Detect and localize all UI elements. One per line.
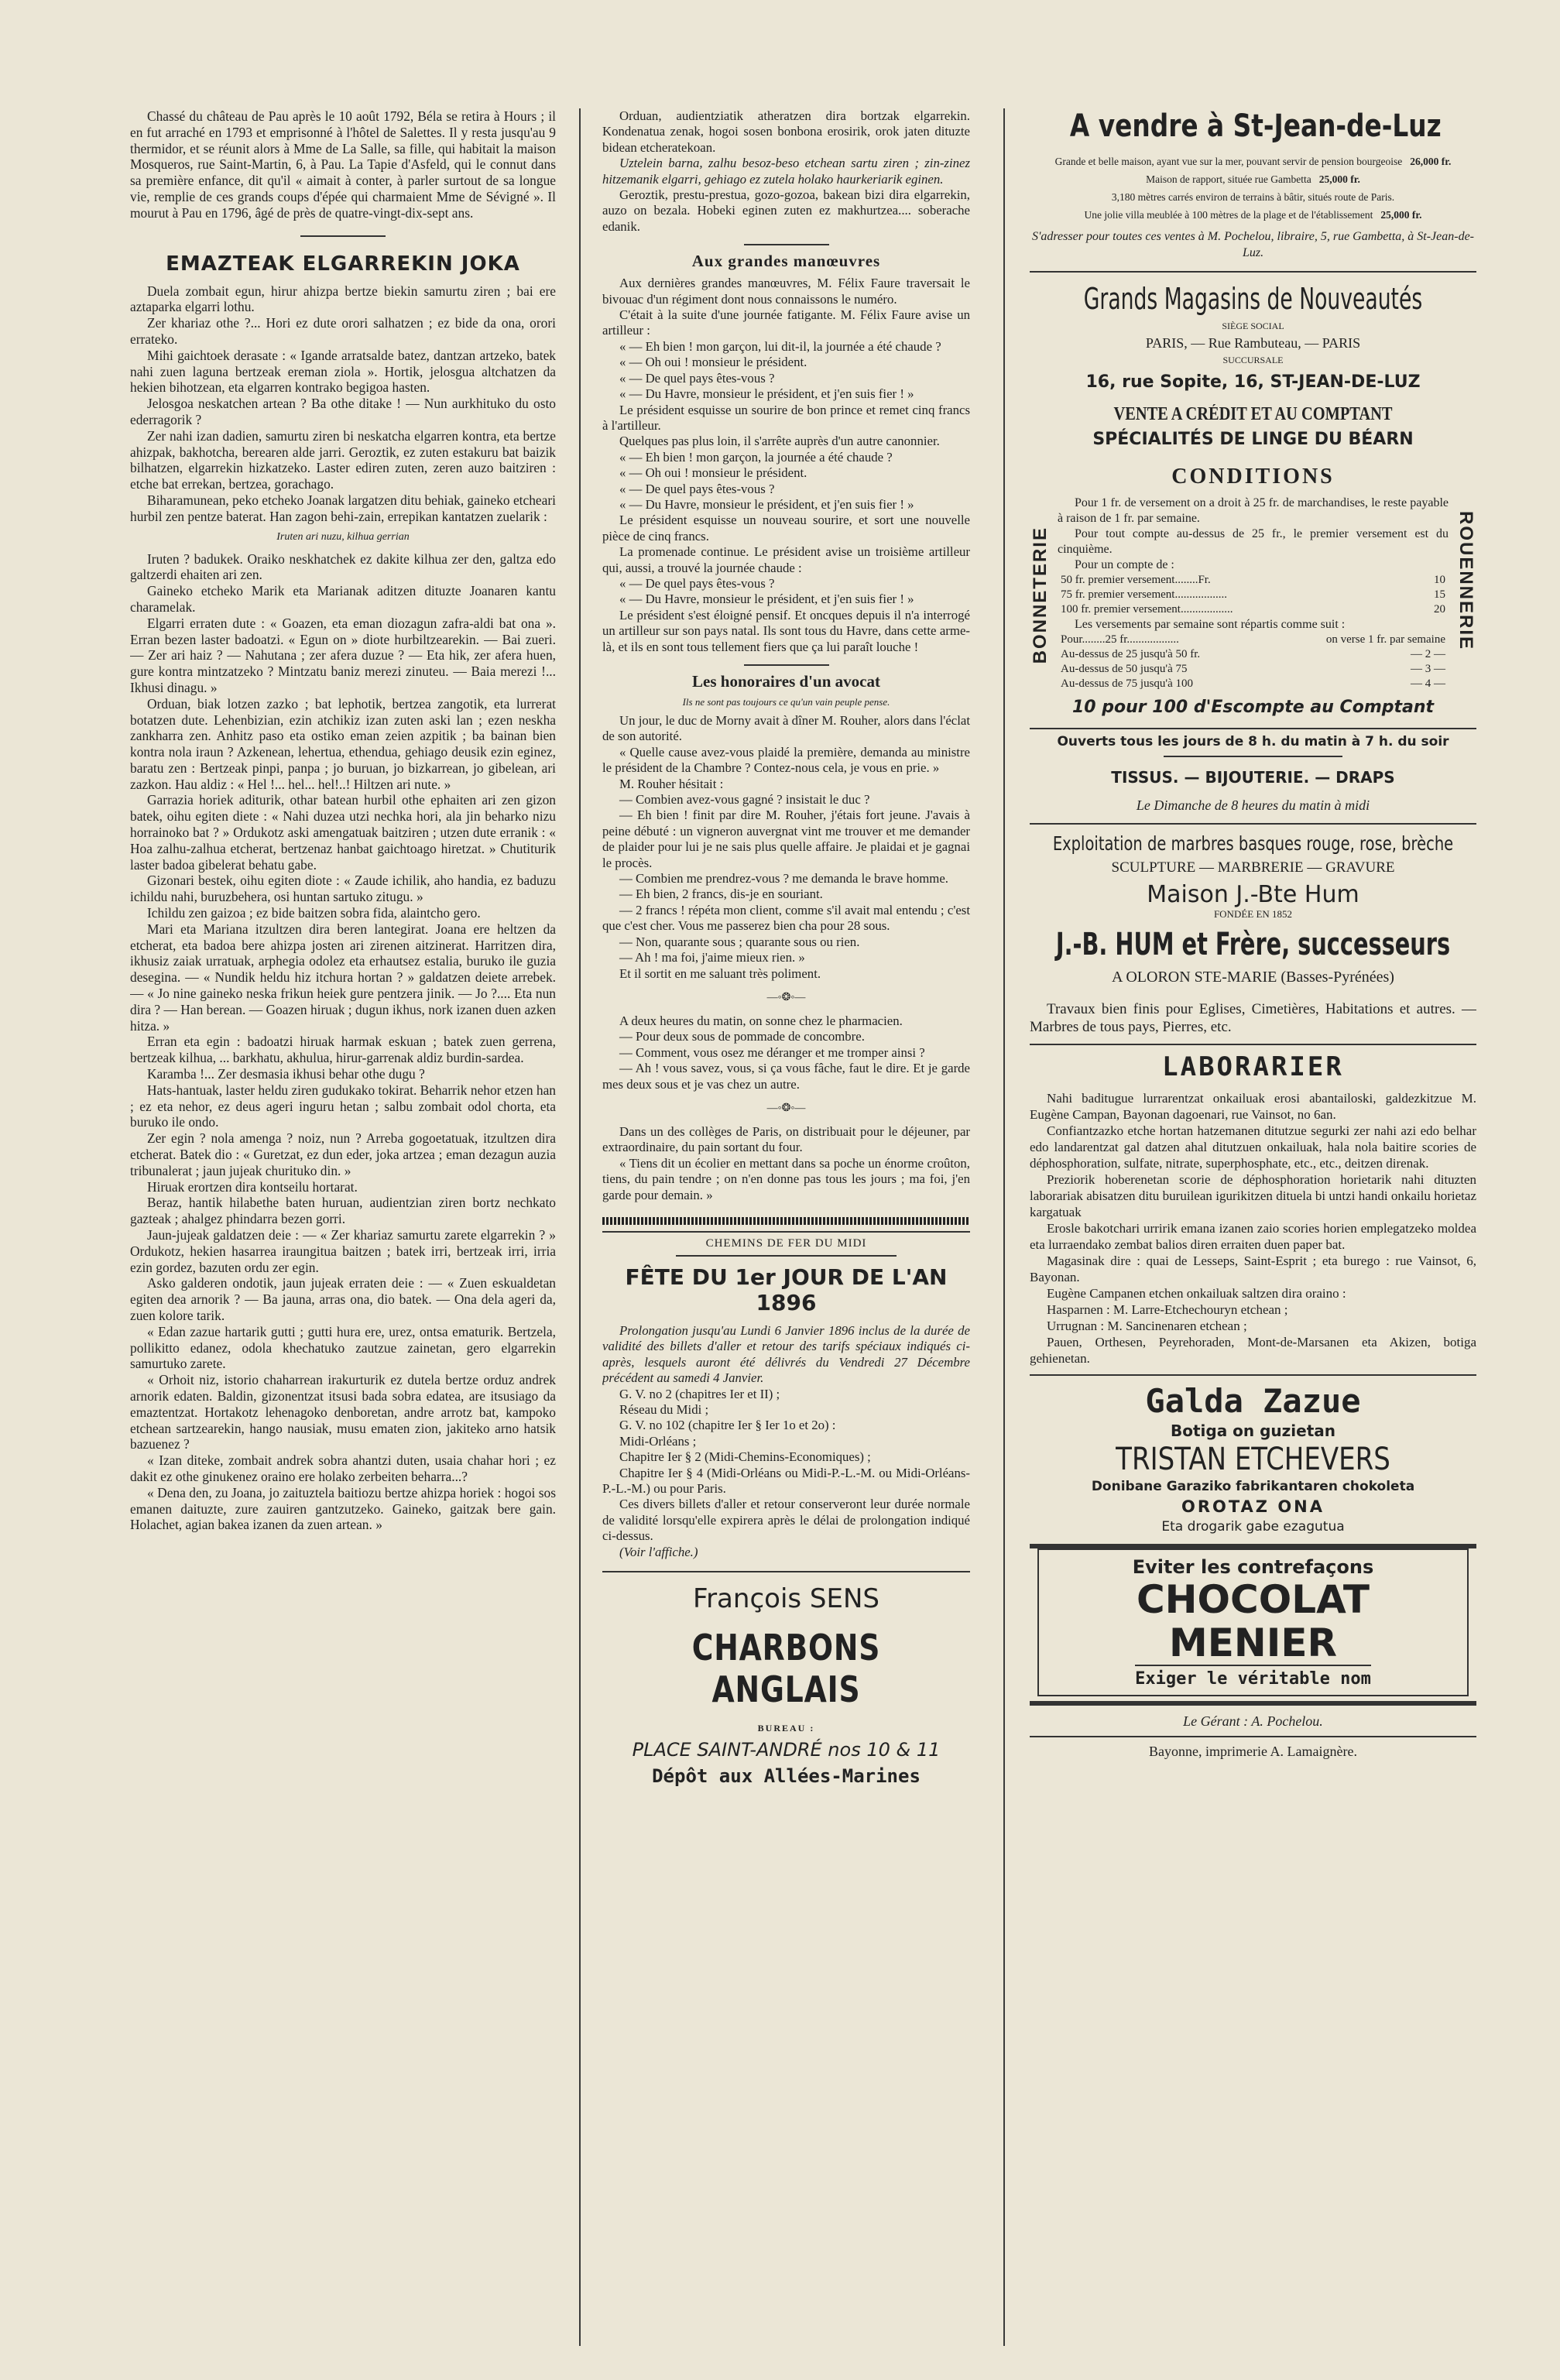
separator bbox=[744, 244, 829, 245]
paragraph: Confiantzazko etche hortan hatzemanen ditutzue segurki zer nahi azi edo belhar edo landarentzat gal datzen ahal ditutzuen onkailuak, hala nola baitire scories de déphosphoration, sulfate, nitrate, superphosphate, etc., etc., deitzen direnak. bbox=[1030, 1123, 1476, 1171]
table-cell: Au-dessus de 25 jusqu'à 50 fr. bbox=[1061, 648, 1201, 661]
table-cell: on verse 1 fr. par semaine bbox=[1325, 633, 1445, 646]
column-rule-left bbox=[579, 108, 581, 2346]
sens-name: François SENS bbox=[693, 1583, 879, 1615]
gm-paris: PARIS, — Rue Rambuteau, — PARIS bbox=[1145, 334, 1361, 351]
paragraph: G. V. no 2 (chapitres Ier et II) ; bbox=[619, 1386, 780, 1401]
table-row bbox=[1058, 677, 1449, 691]
column-1 bbox=[130, 108, 556, 2354]
paragraph: « — De quel pays êtes-vous ? bbox=[619, 575, 775, 591]
paragraph: Uztelein barna, zalhu besoz-beso etchean sartu ziren ; zin-zinez hitzemanik elgarri, gehiago ez zutela holako haurkeriarik eginen. bbox=[602, 156, 970, 187]
table-row bbox=[1058, 662, 1449, 677]
article-title: EMAZTEAK ELGARREKIN JOKA bbox=[166, 252, 520, 276]
galda-line: Donibane Garaziko fabrikantaren chokoleta bbox=[1091, 1479, 1415, 1495]
paragraph: — Ah ! vous savez, vous, si ça vous fâche, faut le dire. Et je garde mes deux sous et je vas chez un autre. bbox=[602, 1061, 970, 1092]
college-body bbox=[602, 1124, 970, 1203]
paragraph: Le président esquisse un nouveau sourire, et sort une nouvelle pièce de cinq francs. bbox=[602, 513, 970, 544]
table-cell: Pour........25 fr.................. bbox=[1061, 633, 1179, 646]
gm-sunday: Le Dimanche de 8 heures du matin à midi bbox=[1136, 797, 1370, 814]
table-row bbox=[1058, 573, 1449, 588]
separator bbox=[300, 235, 386, 237]
paragraph: Zer khariaz othe ?... Hori ez dute orori salhatzen ; ez bide da ona, orori errateko. bbox=[130, 315, 556, 347]
paragraph: Erran eta egin : badoatzi hiruak harmak eskuan ; batek zuen gerrena, bertzeak kilhua, ... barkhatu, akhulua, hirur-garrenak aldiz burdin-sardea. bbox=[130, 1034, 556, 1066]
gm-siege: SIÈGE SOCIAL bbox=[1222, 320, 1284, 331]
paragraph: — Combien avez-vous gagné ? insistait le duc ? bbox=[619, 792, 870, 808]
paragraph: « Izan diteke, zombait andrek sobra ahantzi duten, usaia chahar hori ; ez dakit ez othe ginukenez oraino ere holako zerbeiten beharra...? bbox=[130, 1452, 556, 1484]
paragraph: « Tiens dit un écolier en mettant dans sa poche un énorme croûton, tiens, du pain tendre ; on n'en donne pas tous les jours ; ma foi, j'en garde pour demain. » bbox=[602, 1155, 970, 1202]
paragraph: Chapitre Ier § 2 (Midi-Chemins-Economiques) ; bbox=[619, 1449, 871, 1465]
galda-sub: Botiga on guzietan bbox=[1170, 1421, 1336, 1441]
gm-weekly: Les versements par semaine sont répartis comme suit : bbox=[1075, 617, 1346, 631]
paragraph: Preziorik hoberenetan scorie de déphosphoration horietarik nahi dituzten laborariak abisatzen ditu buruilean igurikitzen dituela bi untzi handi onkailu horietaz kargatuak bbox=[1030, 1172, 1476, 1220]
gm-address: 16, rue Sopite, 16, ST-JEAN-DE-LUZ bbox=[1085, 372, 1421, 392]
paragraph: Ces divers billets d'aller et retour conserveront leur durée normale de validité lorsqu'elle expirera après le délai de prolongation indiqué ci-dessus. bbox=[602, 1497, 970, 1544]
hum-ad bbox=[1030, 832, 1476, 1036]
galda-title: Galda Zazue bbox=[1145, 1382, 1361, 1421]
paragraph: Beraz, hantik hilabethe baten huruan, audientzian ziren bortz nechkato gazteak ; ahalgez phindarra bezen gorri. bbox=[130, 1195, 556, 1227]
separator bbox=[744, 664, 829, 666]
paragraph: Mari eta Mariana itzultzen dira beren lantegirat. Joana ere heltzen da etcherat, eta badoa bere ahizpa josten ari zirenen aitzinerat. Harritzen dira, ikhusiz zaiak urratuak, arphegia odolez eta erhautsez estalia, buruko ile guzia desegina. — « Nundik heldu hiz itchura hortan ? » galdatzen deiete arrebek. — « Jo nine gaineko neska frikun heiek gure pentzera jinik. — Jo ?.... Eta nun dira ? — Han berean. — Goazen hiruak ; dugun ikhus, nork izanen duen azken hitza. » bbox=[130, 921, 556, 1034]
paragraph: « — Du Havre, monsieur le président, et j'en suis fier ! » bbox=[619, 592, 914, 607]
vendre-item-price: 25,000 fr. bbox=[1380, 209, 1422, 221]
paragraph: Geroztik, prestu-prestua, gozo-gozoa, bakean bizi dira elgarrekin, auzo on bezala. Hobeki eginen zuten ez makhurtzea.... soberache edanik. bbox=[602, 187, 970, 234]
gm-side-left: BONNETERIE bbox=[1030, 526, 1051, 664]
vendre-item-text: Grande et belle maison, ayant vue sur la mer, pouvant servir de pension bourgeoise bbox=[1054, 156, 1403, 167]
menier-name: MENIER bbox=[1168, 1620, 1338, 1666]
paragraph: Réseau du Midi ; bbox=[619, 1402, 709, 1417]
rail-body: Prolongation jusqu'au Lundi 6 Janvier 1896 inclus de la durée de validité des billets d'aller et retour des tarifs spéciaux indiqués ci-après, lesquels auront été délivrés du Vendredi 27 Décembre précédent au samedi 4 Janvier. bbox=[602, 1322, 970, 1386]
menier-eviter: Eviter les contrefaçons bbox=[1132, 1556, 1374, 1579]
lab-ad bbox=[1030, 1051, 1476, 1367]
paragraph: Pour un compte de : bbox=[1075, 557, 1174, 571]
paragraph: Pour 1 fr. de versement on a droit à 25 fr. de marchandises, le reste payable à raison de 1 fr. par semaine. bbox=[1058, 496, 1449, 525]
paragraph: Garrazia horiek aditurik, othar batean hurbil othe ephaiten ari zen gizon batek, oihu egiten diete : « Nahi duzea utzi nechka hori, ala jin beharko nizu horrainoko bat ? » Ordukotz aski amengatuak baitziren ; utzen dute erranik : « Hoa zalhu-zalhua etcherat, bertzenaz hanbat gaichtoago hiretzat. » Chutiturik laster badoa gibelerat behatu gabe. bbox=[130, 792, 556, 873]
vendre-contact: S'adresser pour toutes ces ventes à M. Pochelou, libraire, 5, rue Gambetta, à St-Jean-de-Luz. bbox=[1032, 230, 1474, 259]
paragraph: — Pour deux sous de pommade de concombre. bbox=[619, 1029, 865, 1044]
paragraph: « — Du Havre, monsieur le président, et j'en suis fier ! » bbox=[619, 386, 914, 402]
paragraph: — Eh bien ! finit par dire M. Rouher, j'étais fort jeune. J'avais à peine débuté : un vigneron auvergnat vint me trouver et me demander de plaider pour lui je ne sais plus quelle affaire. Je plaidai et je gagnai le procès. bbox=[602, 808, 970, 870]
paragraph: « Orhoit niz, istorio chaharrean irakurturik ez dutela bertze orduz andrek arnorik edaten. Baldin, gizonentzat itsusi bada sobra edatea, are itsusiago da emaztentzat. Hortakotz lehenagoko denboretan, andre arrotz bat, kampoko etchean sartzearekin, hango nausiak, musu ematen zion, jakiteko arno hatsik bazuenez ? bbox=[130, 1372, 556, 1452]
rail-title: FÊTE DU 1er JOUR DE L'AN 1896 bbox=[625, 1264, 948, 1315]
table-cell: 75 fr. premier versement.................. bbox=[1061, 588, 1227, 601]
gm-vente: VENTE A CRÉDIT ET AU COMPTANT bbox=[1113, 403, 1393, 424]
sens-depot: Dépôt aux Allées-Marines bbox=[652, 1765, 921, 1788]
paragraph: Pour tout compte au-dessus de 25 fr., le premier versement est du cinquième. bbox=[1058, 526, 1449, 556]
table-cell: Au-dessus de 50 jusqu'à 75 bbox=[1061, 663, 1188, 676]
paragraph: Quelques pas plus loin, il s'arrête auprès d'un autre canonnier. bbox=[619, 434, 940, 449]
paragraph: Erosle bakotchari urririk emana izanen zaio scories horien emplegatzeko moldea eta lurraendako zembat balios diren erraiten duen paper bat. bbox=[1030, 1221, 1476, 1253]
paragraph: « — Eh bien ! mon garçon, lui dit-il, la journée a été chaude ? bbox=[619, 338, 941, 354]
rule bbox=[1030, 271, 1476, 273]
paragraph: Urrugnan : M. Sancinenaren etchean ; bbox=[1047, 1319, 1247, 1334]
gerant: Le Gérant : A. Pochelou. bbox=[1183, 1713, 1323, 1730]
rule bbox=[602, 1571, 970, 1572]
hum-successeurs: J.-B. HUM et Frère, successeurs bbox=[1055, 927, 1451, 963]
paragraph: — Ah ! ma foi, j'aime mieux rien. » bbox=[619, 950, 805, 965]
article-body-b bbox=[130, 551, 556, 1534]
galda-orotaz: OROTAZ ONA bbox=[1181, 1497, 1325, 1517]
paragraph: Hiruak erortzen dira kontseilu hortarat. bbox=[147, 1178, 358, 1195]
vendre-item-price: 25,000 fr. bbox=[1318, 173, 1360, 185]
imprimerie: Bayonne, imprimerie A. Lamaignère. bbox=[1149, 1744, 1357, 1760]
paragraph: Ichildu zen gaizoa ; ez bide baitzen sobra fida, alaintcho gero. bbox=[147, 905, 481, 921]
sens-bureau: BUREAU : bbox=[757, 1723, 815, 1734]
table-cell: — 3 — bbox=[1411, 663, 1445, 676]
paragraph: Zer egin ? nola amenga ? noiz, nun ? Arreba gogoetatuak, itzultzen dira etcherat. Batek dio : « Guretzat, ez dun eder, joka artzea ; eman dezagun auzia tribunalerat ; jaun jujeak churituko din. » bbox=[130, 1130, 556, 1178]
paragraph: Aux dernières grandes manœuvres, M. Félix Faure traversait le bivouac d'un régiment dont nous connaissons le numéro. bbox=[602, 276, 970, 307]
paragraph: — Eh bien, 2 francs, dis-je en souriant. bbox=[619, 886, 823, 902]
paragraph: Orduan, audientziatik atheratzen dira bortzak elgarrekin. Kondenatua zenak, hogoi sosen bonbona erosirik, orok jaten dituzte bidean etcheratekoan. bbox=[602, 108, 970, 155]
rail-ad bbox=[602, 1231, 970, 1560]
table-row bbox=[1058, 588, 1449, 602]
rail-lines bbox=[602, 1387, 970, 1545]
paragraph: Zer nahi izan dadien, samurtu ziren bi neskatcha elgarren kontra, eta bertze ahizpak, bakhotcha, berearen alde jarri. Geroztik, ez zuten estakuru bat baizik bilhatzen, elgarrekin hizkatzeko. Laster ediren zuten, zeren auzo baitziren : etche bat errekan, bertzea, gorachago. bbox=[130, 427, 556, 492]
article-subtitle: Ils ne sont pas toujours ce qu'un vain peuple pense. bbox=[682, 696, 890, 708]
paragraph: « — Oh oui ! monsieur le président. bbox=[619, 465, 807, 481]
gm-conditions-box bbox=[1030, 496, 1476, 692]
paragraph: M. Rouher hésitait : bbox=[619, 776, 724, 791]
paragraph: Pauen, Orthesen, Peyrehoraden, Mont-de-Marsanen eta Akizen, botiga gehienetan. bbox=[1030, 1335, 1476, 1367]
paragraph: Jaun-jujeak galdatzen deie : — « Zer khariaz samurtu zarete elgarrekin ? » Ordukotz, hekien hasarrea iraungitua baitzen ; batek irri, bertzeak irri, irria ezin gordez, bazuten ordu zer egin. bbox=[130, 1227, 556, 1275]
table-cell: — 2 — bbox=[1411, 648, 1445, 661]
article-body-a bbox=[130, 283, 556, 525]
rule bbox=[1030, 1736, 1476, 1737]
paragraph: Magasinak dire : quai de Lesseps, Saint-Esprit ; eta burego : rue Vainsot, 6, Bayonan. bbox=[1030, 1253, 1476, 1285]
lab-title: LABORARIER bbox=[1162, 1051, 1344, 1083]
sens-title: CHARBONS ANGLAIS bbox=[691, 1627, 881, 1711]
table-row bbox=[1058, 602, 1449, 617]
paragraph: A deux heures du matin, on sonne chez le pharmacien. bbox=[619, 1013, 903, 1028]
paragraph: — Comment, vous osez me déranger et me tromper ainsi ? bbox=[619, 1044, 925, 1060]
vendre-item bbox=[1030, 155, 1476, 168]
rule bbox=[1030, 1044, 1476, 1045]
gm-hours: Ouverts tous les jours de 8 h. du matin à 7 h. du soir bbox=[1057, 734, 1449, 750]
table-row bbox=[1058, 633, 1449, 647]
gm-scale-table bbox=[1058, 633, 1449, 691]
table-row bbox=[1058, 647, 1449, 662]
vendre-list bbox=[1030, 155, 1476, 221]
paragraph: « Edan zazue hartarik gutti ; gutti hura ere, urez, ontsa ematurik. Bertzela, pollikitto edanez, odola khechatuko zautzue zainetan, gero elgarrekin samurtuko zarete. bbox=[130, 1323, 556, 1372]
sens-address: PLACE SAINT-ANDRÉ nos 10 & 11 bbox=[632, 1739, 941, 1761]
hum-address: A OLORON STE-MARIE (Basses-Pyrénées) bbox=[1112, 969, 1394, 986]
paragraph: Dans un des collèges de Paris, on distribuait pour le déjeuner, par extraordinaire, du pain sortant du four. bbox=[602, 1123, 970, 1155]
pharmacien-body bbox=[602, 1013, 970, 1092]
table-cell: 10 bbox=[1434, 573, 1445, 586]
table-cell: Au-dessus de 75 jusqu'à 100 bbox=[1061, 677, 1194, 691]
gm-title: Grands Magasins de Nouveautés bbox=[1083, 281, 1423, 316]
vendre-item-text: Une jolie villa meublée à 100 mètres de la plage et de l'établissement bbox=[1084, 209, 1373, 221]
paragraph: « Quelle cause avez-vous plaidé la première, demanda au ministre le président de la Chambre ? Contez-nous cela, je vous en prie. » bbox=[602, 744, 970, 776]
table-cell: 15 bbox=[1434, 588, 1445, 601]
paragraph: Chapitre Ier § 4 (Midi-Orléans ou Midi-P.-L.-M. ou Midi-Orléans-P.-L.-M.) ou pour Paris. bbox=[602, 1465, 970, 1497]
gm-price-table bbox=[1058, 573, 1449, 617]
table-cell: 20 bbox=[1434, 602, 1445, 616]
paragraph: Hasparnen : M. Larre-Etchechouryn etchean ; bbox=[1047, 1302, 1288, 1318]
paragraph: Gaineko etcheko Marik eta Marianak aditzen dituzte Joanaren kantu charamelak. bbox=[130, 583, 556, 615]
gm-succursale: SUCCURSALE bbox=[1222, 354, 1284, 365]
paragraph: « — Oh oui ! monsieur le président. bbox=[619, 355, 807, 370]
table-cell: 50 fr. premier versement........Fr. bbox=[1061, 573, 1211, 586]
vendre-item bbox=[1030, 190, 1476, 204]
intro-paragraph: Chassé du château de Pau après le 10 août 1792, Béla se retira à Hours ; il en fut arraché en 1793 et emprisonné à l'hôtel de Salettes. Il y resta jusqu'au 9 thermidor, et se réunit alors à Mme de La Salle, sa fille, qui habitait la maison Mosqueros, rue Saint-Martin, 6, à Pau. La Tapie d'Asfeld, qui le connut dans sa première enfance, dit qu'il « aimait à conter, à parler surtout de sa longue vie, remplie de ces grands coups d'épée qui charmaient Mme de Sévigné ». Il mourut à Pau en 1796, âgé de près de quatre-vingt-dix-sept ans. bbox=[130, 108, 556, 221]
lab-text bbox=[1030, 1090, 1476, 1367]
paragraph: G. V. no 102 (chapitre Ier § Ier 1o et 2o) : bbox=[619, 1418, 836, 1433]
hum-maison: Maison J.-Bte Hum bbox=[1147, 881, 1359, 909]
gm-side-right: ROUENNERIE bbox=[1455, 510, 1476, 650]
paragraph: « Dena den, zu Joana, jo zaituztela baitiozu bertze ahizpa horiek : hogoi sos emanen daituzte, zure zauiren gantzutzeko. Gaineko, gaitzak bere gain. Holachet, agian bakea izanen da zuen artean. » bbox=[130, 1484, 556, 1533]
rail-header: CHEMINS DE FER DU MIDI bbox=[705, 1236, 867, 1250]
vendre-title: A vendre à St-Jean-de-Luz bbox=[1069, 108, 1442, 144]
gm-conditions: CONDITIONS bbox=[1171, 464, 1335, 489]
paragraph: Le président s'est éloigné pensif. Et oncques depuis il n'a interrogé un artilleur sur son pays natal. Ils sont tous du Havre, dans cette arme-là, et ils en sont tous tellement fiers que ça lui paraît louche ! bbox=[602, 607, 970, 654]
hum-fondee: FONDÉE EN 1852 bbox=[1213, 908, 1293, 921]
vendre-item bbox=[1030, 173, 1476, 186]
gm-items: TISSUS. — BIJOUTERIE. — DRAPS bbox=[1111, 768, 1395, 787]
galda-ad bbox=[1030, 1382, 1476, 1535]
paragraph: Et il sortit en me saluant très poliment. bbox=[619, 965, 821, 981]
paragraph: Eugène Campanen etchen onkailuak saltzen dira oraino : bbox=[1047, 1286, 1346, 1301]
paragraph: Un jour, le duc de Morny avait à dîner M. Rouher, alors dans l'éclat de son autorité. bbox=[602, 713, 970, 744]
paragraph: Jelosgoa neskatchen artean ? Ba othe ditake ! — Nun aurkhituko du osto ederragorik ? bbox=[130, 396, 556, 427]
paragraph: Iruten ? badukek. Oraiko neskhatchek ez dakite kilhua zer den, galtza edo galtzerdi ehaiten ari zen. bbox=[130, 550, 556, 583]
paragraph: « — Eh bien ! mon garçon, la journée a été chaude ? bbox=[619, 449, 893, 465]
paragraph: Midi-Orléans ; bbox=[619, 1433, 697, 1449]
article-title: Aux grandes manœuvres bbox=[691, 252, 881, 271]
rail-note: (Voir l'affiche.) bbox=[619, 1544, 698, 1559]
heavy-rule bbox=[602, 1217, 970, 1225]
paragraph: — Combien me prendrez-vous ? me demanda le brave homme. bbox=[619, 871, 948, 886]
song-verse: Iruten ari nuzu, kilhua gerrian bbox=[276, 530, 410, 543]
rule bbox=[1030, 823, 1476, 825]
rule bbox=[676, 1255, 897, 1257]
galda-last: Eta drogarik gabe ezagutua bbox=[1161, 1519, 1345, 1535]
heavy-rule bbox=[1030, 1701, 1476, 1706]
gm-ad bbox=[1030, 282, 1476, 814]
honoraires-body bbox=[602, 713, 970, 982]
hum-exploitation: Exploitation de marbres basques rouge, rose, brèche bbox=[1052, 832, 1454, 856]
vendre-item-price: 26,000 fr. bbox=[1410, 156, 1452, 167]
sens-ad bbox=[602, 1583, 970, 1787]
paragraph: Duela zombait egun, hirur ahizpa bertze biekin samurtu ziren ; bai ere aztaparka elgarri lothu. bbox=[130, 283, 556, 315]
paragraph: Le président esquisse un sourire de bon prince et remet cinq francs à l'artilleur. bbox=[602, 402, 970, 433]
hum-travaux: Travaux bien finis pour Eglises, Cimetières, Habitations et autres. — Marbres de tous pays, Pierres, etc. bbox=[1030, 1001, 1476, 1036]
menier-chocolat: CHOCOLAT bbox=[1136, 1577, 1370, 1623]
gm-escompte: 10 pour 100 d'Escompte au Comptant bbox=[1071, 698, 1435, 718]
paragraph: Orduan, biak lotzen zazko ; bat lephotik, bertzea zangotik, eta lurrerat botatzen dute. Lehenbizian, ezin atchikiz izan zuten aski lan ; ezen neskha zankharra zen. Anhitz paso eta ostiko eman zeien azpitik ; ba bainan bien kontra nola iraun ? Azkenean, lehertua, ethendua, gehiago deusik ezin eginez, baratu zen : Bertzeak pinpi, panpa ; jo buruan, jo bizkarrean, jo gibelean, ari zazkon. Hau aldiz : « Hel !... hel... hel!..! Hiltzen ari nute. » bbox=[130, 695, 556, 792]
gm-condition-text bbox=[1058, 496, 1449, 573]
galda-name: TRISTAN ETCHEVERS bbox=[1116, 1442, 1390, 1478]
paragraph: Hats-hantuak, laster heldu ziren gudukako tokirat. Beharrik nehor etzen han ; ez eta nehor, ez deus ageri inguru hetan ; salbu zombait odol chorta, eta buruko ile ondo. bbox=[130, 1082, 556, 1130]
column-rule-right bbox=[1003, 108, 1005, 2346]
paragraph: Gizonari bestek, oihu egiten diote : « Zaude ichilik, aho handia, ez baduzu ichildu nahi, buruzbehera, osi huntan sartuko zitugu. » bbox=[130, 873, 556, 905]
ornament-divider: —◦❂◦— bbox=[766, 991, 806, 1003]
paragraph: Asko galderen ondotik, jaun jujeak erraten deie : — « Zuen eskualdetan egiten dea arnorik ? — Ba jauna, arras ona, dio batek. — Ona dela ageri da, zuen kolore tarik. bbox=[130, 1275, 556, 1323]
paragraph: Biharamunean, peko etcheko Joanak largatzen ditu behiak, gaineko etcheari hurbil zen pentze baterat. Han zagon behi-zain, errepikan kantatzen zuelarik : bbox=[130, 492, 556, 524]
paragraph: « — Du Havre, monsieur le président, et j'en suis fier ! » bbox=[619, 496, 914, 512]
paragraph: « — De quel pays êtes-vous ? bbox=[619, 370, 775, 386]
rule bbox=[1030, 728, 1476, 729]
column-3 bbox=[1030, 108, 1476, 2354]
paragraph: Karamba !... Zer desmasia ikhusi behar othe dugu ? bbox=[147, 1066, 425, 1082]
vendre-item-text: 3,180 mètres carrés environ de terrains à bâtir, situés route de Paris. bbox=[1111, 191, 1395, 203]
manoeuvres-body bbox=[602, 276, 970, 655]
paragraph: La promenade continue. Le président avise un troisième artilleur qui, aussi, a trouvé la journée chaude : bbox=[602, 544, 970, 575]
paragraph: C'était à la suite d'une journée fatigante. M. Félix Faure avise un artilleur : bbox=[602, 307, 970, 338]
ornament-divider: —◦❂◦— bbox=[766, 1102, 806, 1114]
column-2 bbox=[602, 108, 970, 2354]
table-cell: 100 fr. premier versement.................. bbox=[1061, 602, 1233, 616]
rule bbox=[1164, 756, 1342, 757]
gm-specialites: SPÉCIALITÉS DE LINGE DU BÉARN bbox=[1092, 429, 1414, 449]
paragraph: « — De quel pays êtes-vous ? bbox=[619, 481, 775, 496]
vendre-item bbox=[1030, 208, 1476, 221]
menier-exiger: Exiger le véritable nom bbox=[1135, 1665, 1371, 1689]
rule bbox=[1030, 1374, 1476, 1376]
paragraph: Nahi baditugue lurrarentzat onkailuak erosi abantailoski, galdezkitzue M. Eugène Campan, Bayonan dagoenari, rue Vainsot, no 6an. bbox=[1030, 1091, 1476, 1123]
article-title: Les honoraires d'un avocat bbox=[692, 672, 880, 691]
paragraph: — 2 francs ! répéta mon client, comme s'il avait mal entendu ; c'est que c'est cher. Vous me passerez bien cha pour 28 sous. bbox=[602, 902, 970, 934]
paragraph: — Non, quarante sous ; quarante sous ou rien. bbox=[619, 934, 860, 949]
paragraph: Mihi gaichtoek derasate : « Igande arratsalde batez, dantzan artzeko, batek nahi zuen laguna bertzeak ereman ziola ». Hortik, jelosgua altchatzen da hekien bihotzean, eta elgarren kontrako begigoa hasten. bbox=[130, 347, 556, 396]
vendre-item-text: Maison de rapport, située rue Gambetta bbox=[1146, 173, 1311, 185]
hum-sculpture: SCULPTURE — MARBRERIE — GRAVURE bbox=[1111, 859, 1395, 876]
table-cell: — 4 — bbox=[1411, 677, 1445, 691]
paragraph: Elgarri erraten dute : « Goazen, eta eman diozagun zafra-aldi bat ona ». Erran bezen laster badoatzi. « Egun on » diote hurbiltzearekin. — Bai zueri. — Zer ari haiz ? — Nahutana ; zer afera duzue ? — Eta hik, zer afera huen, gure kontra mintzatzeko ? Mintzatu baniz merezi zinuteu. — Baia merezi !... Ikhusi dinagu. » bbox=[130, 615, 556, 695]
menier-ad bbox=[1037, 1548, 1469, 1696]
